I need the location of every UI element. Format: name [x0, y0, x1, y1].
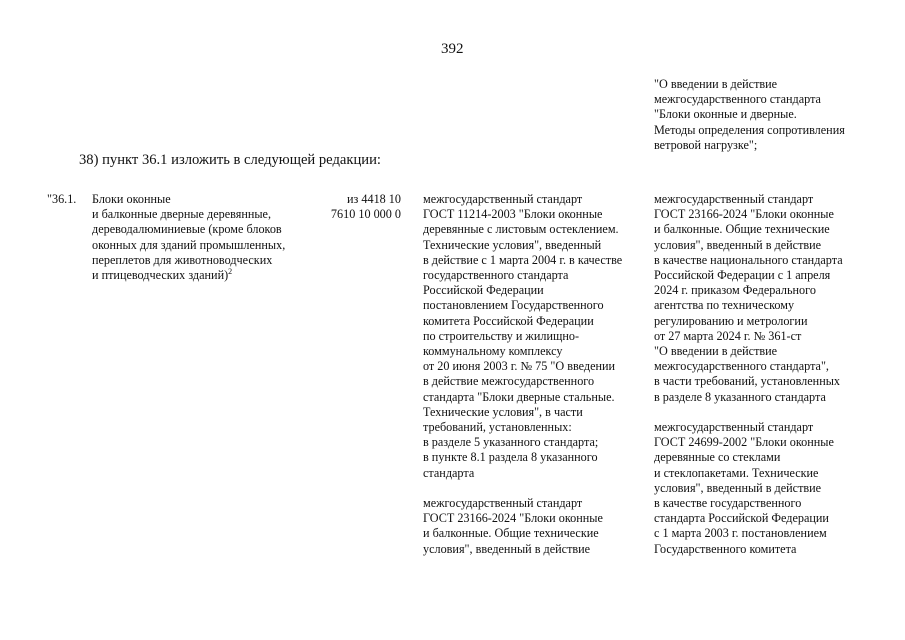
- std2-line: "О введении в действие: [654, 344, 778, 359]
- std1-line: Технические условия", введенный: [423, 237, 602, 252]
- product-name-line: дереводалюминиевые (кроме блоков: [92, 222, 282, 237]
- std1-line: Технические условия", в части: [423, 404, 583, 419]
- top-quote-line: "О введении в действие: [654, 77, 778, 91]
- top-quote-line: "Блоки оконные и дверные.: [654, 107, 797, 122]
- std1-line: коммунальному комплексу: [423, 344, 563, 359]
- std2-line: и балконные. Общие технические: [654, 222, 830, 237]
- paragraph-gap: [654, 405, 843, 420]
- product-name-line: переплетов для животноводческих: [92, 252, 273, 267]
- std2-line: в качестве государственного: [654, 496, 802, 511]
- std1-line: межгосударственный стандарт: [423, 192, 583, 206]
- std1-line: в пункте 8.1 раздела 8 указанного: [423, 450, 598, 465]
- paragraph-gap: [423, 481, 622, 496]
- standards-column-1: [423, 192, 622, 557]
- std1-line: от 20 июня 2003 г. № 75 "О введении: [423, 359, 616, 374]
- std2-line: регулированию и метрологии: [654, 313, 808, 328]
- std1-line: в действие межгосударственного: [423, 374, 595, 389]
- std1-line: деревянные с листовым остеклением.: [423, 222, 619, 237]
- std1-line: и балконные. Общие технические: [423, 526, 599, 541]
- code-line: из 4418 10: [347, 192, 401, 206]
- std1-line: в разделе 5 указанного стандарта;: [423, 435, 599, 450]
- std2-line: в разделе 8 указанного стандарта: [654, 389, 826, 404]
- product-name-line: оконных для зданий промышленных,: [92, 237, 286, 252]
- top-quote-block: [654, 77, 894, 153]
- std2-line: 2024 г. приказом Федерального: [654, 283, 816, 298]
- std1-line: стандарта "Блоки дверные стальные.: [423, 389, 615, 404]
- amendment-instruction: 38) пункт 36.1 изложить в следующей редакции:: [79, 152, 381, 168]
- std2-line: в качестве национального стандарта: [654, 252, 843, 267]
- product-name-line: Блоки оконные: [92, 192, 171, 206]
- std2-line: Государственного комитета: [654, 541, 797, 556]
- std1-line: государственного стандарта: [423, 268, 569, 283]
- tn-ved-code: [325, 192, 401, 222]
- product-name-line: и балконные дверные деревянные,: [92, 207, 272, 222]
- std1-line: Российской Федерации: [423, 283, 544, 298]
- std2-line: межгосударственный стандарт: [654, 192, 814, 206]
- top-quote-line: Методы определения сопротивления: [654, 122, 845, 137]
- std2-line: стандарта Российской Федерации: [654, 511, 829, 526]
- std1-line: межгосударственный стандарт: [423, 496, 583, 511]
- page-number: 392: [441, 41, 464, 57]
- std1-line: по строительству и жилищно-: [423, 328, 580, 343]
- std1-line: требований, установленных:: [423, 420, 572, 435]
- std1-line: условия", введенный в действие: [423, 541, 591, 556]
- std2-line: от 27 марта 2024 г. № 361-ст: [654, 328, 802, 343]
- std2-line: и стеклопакетами. Технические: [654, 465, 819, 480]
- product-name-line-text: и птицеводческих зданий): [92, 268, 229, 283]
- item-number: "36.1.: [47, 192, 77, 206]
- product-name: [92, 192, 285, 283]
- std1-line: в действие с 1 марта 2004 г. в качестве: [423, 252, 623, 267]
- std2-line: условия", введенный в действие: [654, 237, 822, 252]
- top-quote-line: ветровой нагрузке";: [654, 137, 758, 152]
- std2-line: с 1 марта 2003 г. постановлением: [654, 526, 827, 541]
- std1-line: комитета Российской Федерации: [423, 313, 594, 328]
- std2-line: ГОСТ 24699-2002 "Блоки оконные: [654, 435, 834, 450]
- std1-line: ГОСТ 23166-2024 "Блоки оконные: [423, 511, 603, 526]
- std1-line: ГОСТ 11214-2003 "Блоки оконные: [423, 207, 603, 222]
- standards-column-2: [654, 192, 843, 557]
- std2-line: условия", введенный в действие: [654, 480, 822, 495]
- footnote-marker: 2: [228, 266, 233, 276]
- std2-line: межгосударственного стандарта",: [654, 359, 829, 374]
- std2-line: в части требований, установленных: [654, 374, 840, 389]
- top-quote-line: межгосударственного стандарта: [654, 92, 821, 107]
- std2-line: межгосударственный стандарт: [654, 420, 814, 435]
- code-line: 7610 10 000 0: [330, 207, 401, 222]
- std2-line: агентства по техническому: [654, 298, 795, 313]
- std2-line: ГОСТ 23166-2024 "Блоки оконные: [654, 207, 834, 222]
- product-name-last-line: [92, 268, 285, 283]
- std1-line: стандарта: [423, 465, 475, 480]
- std1-line: постановлением Государственного: [423, 298, 604, 313]
- std2-line: деревянные со стеклами: [654, 450, 781, 465]
- std2-line: Российской Федерации с 1 апреля: [654, 268, 831, 283]
